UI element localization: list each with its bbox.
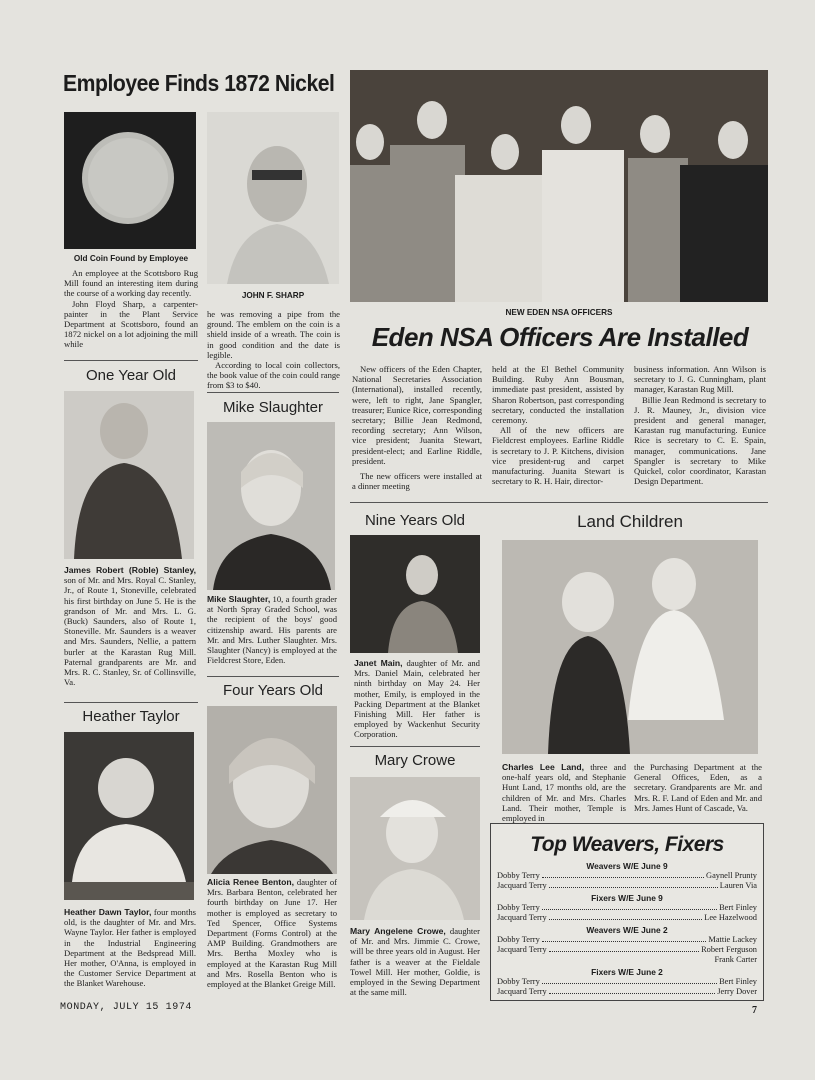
leader-dots (499, 955, 712, 962)
heather-title: Heather Taylor (82, 708, 180, 725)
weavers-row (497, 945, 757, 955)
land-title: Land Children (577, 512, 683, 531)
stanley-photo (64, 391, 194, 559)
weave-type: Dobby Terry (497, 903, 540, 912)
weavers-row (497, 935, 757, 945)
mike-title: Mike Slaughter (222, 399, 324, 416)
stanley-caption: James Robert (Roble) Stanley, son of Mr. and Mrs. Royal C. Stanley, Jr., of Route 1, Stoneville, celebrated his first birthday on June 5. He is the grandson of Mr. and Mrs. L. G. (Buck) Saunders, also of Route 1, Stoneville. Mr. Saunders is a weaver and Mrs. Saunders, Nellie, a pattern burler at the Karastan Rug Mill. Paternal grandparents are Mr. and Mrs. R. C. Stanley, Sr. of Collinsville, Va. (64, 565, 196, 688)
top-weavers-box (490, 823, 764, 1001)
land-caption-col2: the Purchasing Department at the General Offices, Eden, as a secretary. Grandparents are Mr. and Mrs. R. F. Land of Eden and Mr. and Mrs. James Hunt of Cascade, Va. (634, 762, 762, 813)
employee-name: Lee Hazelwood (704, 913, 757, 922)
land-children-photo (502, 540, 758, 754)
weavers-row (497, 987, 757, 997)
footer-date: MONDAY, JULY 15 1974 (60, 1002, 193, 1013)
weavers-group-title: Weavers W/E June 2 (586, 925, 668, 935)
leader-dots (549, 913, 702, 920)
nsa-rule (350, 502, 768, 503)
weave-type: Dobby Terry (497, 935, 540, 944)
nsa-headline: Eden NSA Officers Are Installed (371, 322, 749, 352)
leader-dots (549, 987, 716, 994)
mary-title: Mary Crowe (374, 752, 456, 769)
weave-type: Jacquard Terry (497, 881, 547, 890)
nsa-officers-photo (350, 70, 768, 302)
nickel-article-col2: he was removing a pipe from the ground. The emblem on the coin is a shield inside of a wreath. The coin is in good condition and the date is legible. According to local coin collectors, the book value of the coin could range from $3 to $40. (207, 309, 340, 391)
employee-name: Robert Ferguson (701, 945, 757, 954)
alicia-photo (207, 706, 337, 874)
nsa-photo-caption: NEW EDEN NSA OFFICERS (505, 308, 613, 317)
weave-type: Dobby Terry (497, 871, 540, 880)
weavers-list (491, 857, 763, 997)
four-title: Four Years Old (222, 682, 324, 699)
heather-caption: Heather Dawn Taylor, four months old, is the daughter of Mr. and Mrs. Wayne Taylor. Her father is employed in the Industrial Engineering Department at the Bedspread Mill. Her mother, O'Anna, is employed in the Customer Service Department at the Blanket Warehouse. (64, 907, 197, 989)
weave-type: Jacquard Terry (497, 945, 547, 954)
coin-photo (64, 112, 196, 249)
employee-name: Bert Finley (719, 977, 757, 986)
mary-crowe-photo (350, 777, 480, 920)
janet-main-caption: Janet Main, daughter of Mr. and Mrs. Daniel Main, celebrated her ninth birthday on May 24. Her mother, Emily, is employed in the Packing Department at the Blanket Finishing Mill. Her father is employed by Wackenhut Security Corporation. (354, 658, 480, 740)
leader-dots (542, 935, 707, 942)
mike-photo (207, 422, 335, 590)
employee-name: Mattie Lackey (708, 935, 757, 944)
weavers-group-title: Fixers W/E June 2 (591, 967, 663, 977)
employee-name: Lauren Via (719, 881, 757, 890)
divider (207, 676, 339, 677)
weavers-row (497, 955, 757, 965)
one-year-title: One Year Old (85, 367, 177, 384)
employee-name: Gaynell Prunty (706, 871, 757, 880)
weavers-row (497, 913, 757, 923)
weave-type: Jacquard Terry (497, 987, 547, 996)
alicia-caption: Alicia Renee Benton, daughter of Mrs. Barbara Benton, celebrated her fourth birthday on June 17. Her mother is employed as secretary to Ted Spencer, Office Systems Department (Forms Control) at the AMP Building. Grandmothers are Mrs. Bertha Moxley who is employed at the Karastan Rug Mill and Mrs. Rosella Benton who is employed at the Blanket Greige Mill. (207, 877, 338, 990)
nsa-article-col3: business information. Ann Wilson is secretary to J. G. Cunningham, plant manager, Karastan Rug Mill. Billie Jean Redmond is secretary to J. R. Mauney, Jr., division vice president and general manager, Karastan rug manufacturing. Eunice Rice is secretary to C. E. Spain, manager, communications. Jane Spangler is secretary to Mike Quickel, color coordinator, Karastan Design Department. (634, 364, 766, 487)
leader-dots (542, 903, 717, 910)
weavers-group-title: Weavers W/E June 9 (586, 861, 668, 871)
nsa-article-col1: New officers of the Eden Chapter, National Secretaries Association (International), installed recently, were, left to right, Jane Spangler, treasurer; Eunice Rice, corresponding secretary; Billie Jean Redmond, recording secretary; Ann Wilson, vice president; Juanita Stewart, president-elect; and Earline Riddle, president. The new officers were installed at a dinner meeting (352, 364, 482, 492)
leader-dots (549, 945, 699, 952)
employee-name: Jerry Dover (717, 987, 757, 996)
john-sharp-photo (207, 112, 339, 284)
weave-type: Jacquard Terry (497, 913, 547, 922)
employee-name: Frank Carter (714, 955, 757, 964)
leader-dots (542, 871, 704, 878)
divider (350, 746, 480, 747)
weavers-row (497, 881, 757, 891)
weavers-group-title: Fixers W/E June 9 (591, 893, 663, 903)
coin-caption: Old Coin Found by Employee (73, 254, 189, 263)
leader-dots (549, 881, 718, 888)
nickel-article-col1: An employee at the Scottsboro Rug Mill found an interesting item during the course of a working day recently. John Floyd Sharp, a carpenter-painter in the Plant Service Department at Scottsboro, found an 1872 nickel on a lot adjoining the mill while (64, 268, 198, 350)
page-number: 7 (752, 1005, 757, 1016)
janet-main-photo (350, 535, 480, 653)
weavers-row (497, 977, 757, 987)
weavers-row (497, 903, 757, 913)
john-sharp-caption: JOHN F. SHARP (241, 291, 305, 300)
top-weavers-title: Top Weavers, Fixers (530, 833, 724, 856)
weavers-row (497, 871, 757, 881)
divider (64, 360, 198, 361)
headline-nickel: Employee Finds 1872 Nickel (63, 70, 335, 96)
mike-caption: Mike Slaughter, 10, a fourth grader at North Spray Graded School, was the recipient of the boys' good citizenship award. His parents are Mr. and Mrs. Luther Slaughter. Mrs. Slaughter (Nancy) is employed at the Fieldcrest Store, Eden. (207, 594, 338, 666)
nsa-article-col2: held at the El Bethel Community Building. Ruby Ann Bousman, immediate past president, assisted by Sharon Robertson, past corresponding secretary, conducted the installation ceremony. All of the new officers are Fieldcrest employees. Earline Riddle is secretary to J. P. Kitchens, division vice president-rug and carpet manufacturing. Juanita Stewart is secretary to R. H. Hair, director- (492, 364, 624, 487)
divider (64, 702, 198, 703)
leader-dots (542, 977, 717, 984)
mary-crowe-caption: Mary Angelene Crowe, daughter of Mr. and Mrs. Jimmie C. Crowe, will be three years old in August. Her father is a weaver at the Fieldale Towel Mill. Her mother, Goldie, is employed in the Sewing Department at the same mill. (350, 926, 480, 998)
weave-type: Dobby Terry (497, 977, 540, 986)
land-caption-col1: Charles Lee Land, three and one-half years old, and Stephanie Hunt Land, 17 months old, are the children of Mr. and Mrs. Charles Land. Their mother, Temple is employed in (502, 762, 627, 824)
divider (207, 392, 339, 393)
nine-title: Nine Years Old (364, 512, 466, 529)
heather-photo (64, 732, 194, 900)
employee-name: Bert Finley (719, 903, 757, 912)
